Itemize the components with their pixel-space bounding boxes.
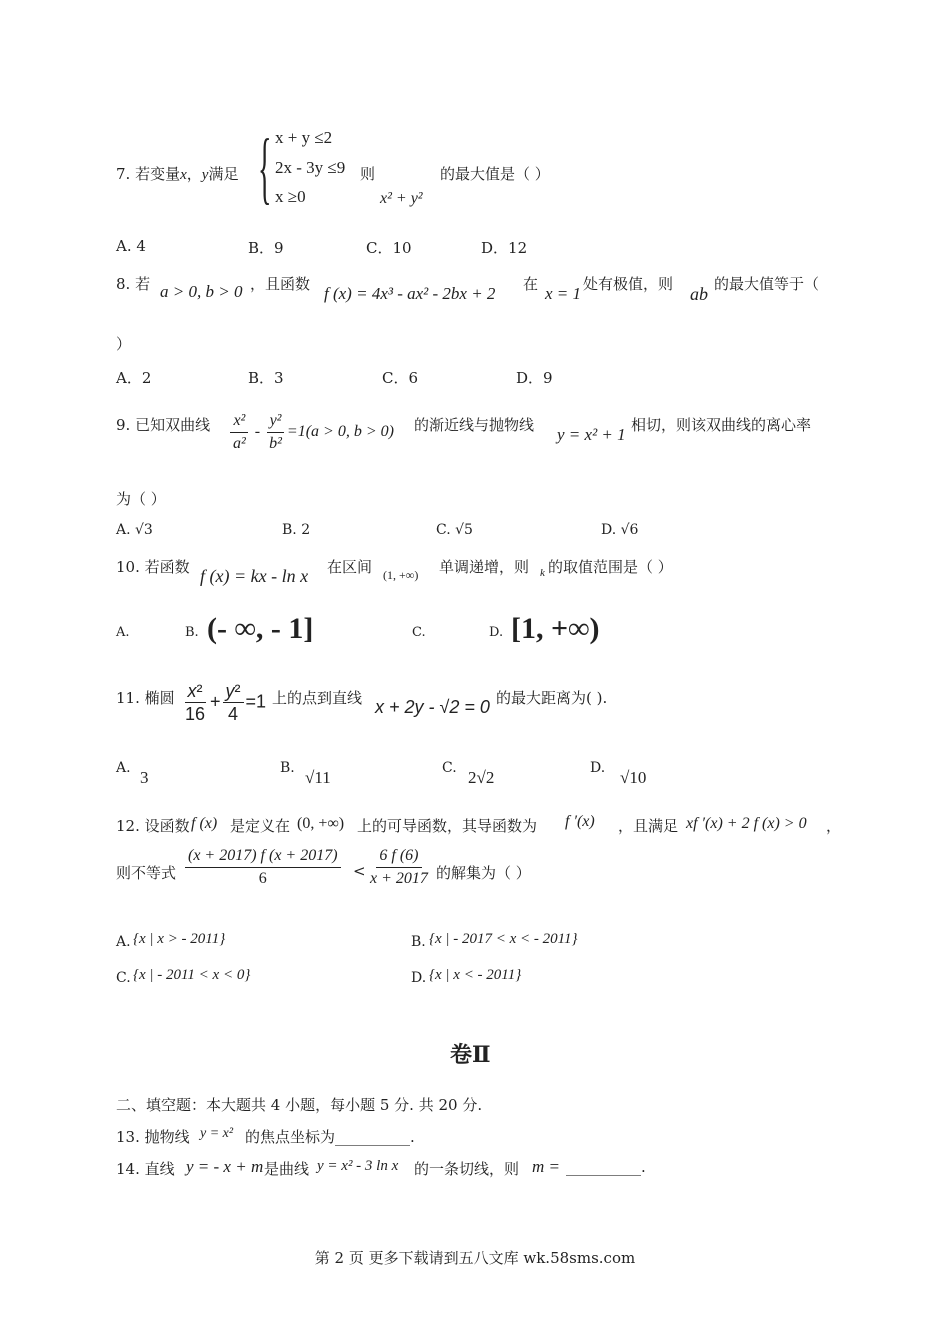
q12-condition-end: ， <box>826 817 842 835</box>
q11-option-b-label: B. <box>280 760 295 776</box>
q12-frac-1-inner <box>185 845 341 890</box>
q13-text-b: 的焦点坐标为__________. <box>245 1128 415 1146</box>
q11-option-d-value: √10 <box>620 768 647 787</box>
q7-constraint-3: x ≥0 <box>275 187 306 206</box>
q14-text-d: __________. <box>566 1158 646 1176</box>
q12-option-d-label: D. <box>411 970 427 986</box>
q9-option-c: C. √5 <box>436 522 473 538</box>
page-footer: 第 2 页 更多下载请到五八文库 wk.58sms.com <box>314 1249 636 1267</box>
q12-less-than: < <box>353 862 366 880</box>
q12-text-c: 上的可导函数，其导函数为 <box>357 817 538 835</box>
q7-option-c: C．10 <box>366 239 412 257</box>
q11-option-d-label: D. <box>590 760 606 776</box>
q11-frac-y: $\frac{\text{y²}}{4}$ <box>223 680 244 725</box>
q9-text-c: 相切，则该双曲线的离心率 <box>631 416 812 434</box>
q10-option-b: (- ∞, - 1] <box>207 612 314 645</box>
q8-condition: a > 0, b > 0 <box>160 282 243 301</box>
q9-eq-tail: =1(a > 0, b > 0) <box>286 423 394 441</box>
q8-option-b: B．3 <box>248 369 284 387</box>
q9-option-a: A. √3 <box>116 522 153 538</box>
q12-text-f: 的解集为（ ） <box>436 864 531 882</box>
q12-fpx: f ′(x) <box>565 813 595 830</box>
q12-option-a-label: A. <box>116 934 131 950</box>
q11-option-a-label: A. <box>116 760 131 776</box>
q14-text-b: 是曲线 <box>264 1160 310 1178</box>
q13-expression: y = x² <box>200 1126 234 1141</box>
q11-line: x + 2y - √2 = 0 <box>375 697 490 717</box>
q11-ellipse: $\frac{\text{x²}}{16}$ + $\frac{\text{y²}}{4}$ =1 <box>180 680 266 725</box>
q14-curve: y = x² - 3 ln x <box>317 1158 399 1174</box>
q9-hyperbola: $\frac{\text{x²}}{\text{a²}}$ - $\frac{\text{y²}}{\text{b²}}$ =1(a > 0, b > 0) <box>228 410 394 455</box>
q8-text-d: 处有极值，则 <box>583 275 674 293</box>
q7-var-x: x <box>180 167 187 183</box>
q7-option-d: D．12 <box>481 239 528 257</box>
q10-option-d: [1, +∞) <box>511 612 600 645</box>
q7-var-y: y <box>201 167 209 183</box>
q9-parabola: y = x² + 1 <box>557 425 626 444</box>
q7-text-b: 满足 <box>208 165 239 183</box>
q10-option-a: A. <box>116 625 130 640</box>
q8-option-d: D．9 <box>516 369 553 387</box>
q12-frac-2-inner <box>367 845 431 890</box>
q12-frac-1-num: (x + 2017) f (x + 2017) <box>185 845 341 868</box>
q12-frac-2-num: 6 f (6) <box>376 845 421 868</box>
q8-text-a: 8. 若 <box>116 275 151 293</box>
q8-at: x = 1 <box>545 284 582 303</box>
q12-domain: (0, +∞) <box>297 815 345 832</box>
q12-frac-2-den: x + 2017 <box>370 870 428 887</box>
q10-k: k <box>540 567 545 579</box>
q7-option-b: B．9 <box>248 239 284 257</box>
q11-frac-x: $\frac{\text{x²}}{16}$ <box>185 681 206 724</box>
q7-text-a: 7. 若变量 <box>116 165 181 183</box>
q12-text-e: 则不等式 <box>116 864 177 882</box>
q9-frac-y: $\frac{\text{y²}}{\text{b²}}$ <box>266 410 285 455</box>
q8-option-c: C．6 <box>382 369 419 387</box>
q8-text-e: 的最大值等于（ <box>714 275 820 293</box>
q10-text-a: 10. 若函数 <box>116 558 190 576</box>
q9-frac-x: $\frac{\text{x²}}{\text{a²}}$ <box>230 410 249 455</box>
q9-option-d: D. √6 <box>601 522 639 538</box>
q7-then: 则 <box>360 165 376 183</box>
q9-text-a: 9. 已知双曲线 <box>116 416 211 434</box>
q10-text-d: 的取值范围是（ ） <box>548 558 673 576</box>
q7-text-c: 的最大值是（ ） <box>440 165 550 183</box>
q12-option-b-label: B. <box>411 934 426 950</box>
q12-option-d-value: {x | x < - 2011} <box>429 967 522 983</box>
section-intro: 二、填空题：本大题共 4 小题，每小题 5 分. 共 20 分. <box>116 1096 483 1114</box>
q13-text-a: 13. 抛物线 <box>116 1128 190 1146</box>
q10-option-c: C. <box>412 625 426 640</box>
q11-text-a: 11. 椭圆 <box>116 689 175 707</box>
q8-close-paren: ） <box>116 335 132 353</box>
q11-option-c-label: C. <box>442 760 457 776</box>
q11-option-a-value: 3 <box>140 768 149 787</box>
q12-text-a: 12. 设函数 <box>116 817 190 835</box>
q9-text-d: 为（ ） <box>116 490 166 508</box>
q7-stem <box>116 163 238 184</box>
q8-text-b: ，且函数 <box>250 275 311 293</box>
q7-left-brace: { <box>258 124 272 212</box>
q12-fx: f (x) <box>191 815 218 832</box>
q7-option-a: A. 4 <box>116 237 146 255</box>
q11-option-b-value: √11 <box>305 768 331 787</box>
section-title: 卷Ⅱ <box>450 1042 491 1068</box>
q12-frac-1-den: 6 <box>258 870 267 887</box>
q14-line: y = - x + m <box>186 1157 264 1176</box>
q10-option-b-label: B. <box>185 625 199 640</box>
q8-function: f (x) = 4x³ - ax² - 2bx + 2 <box>324 284 496 303</box>
q12-condition: xf ′(x) + 2 f (x) > 0 <box>686 815 807 832</box>
q9-option-b: B. 2 <box>282 522 311 538</box>
q10-option-d-label: D. <box>489 625 504 640</box>
q12-option-c-value: {x | - 2011 < x < 0} <box>133 967 251 983</box>
q11-text-c: 的最大距离为( ). <box>496 689 608 707</box>
q10-text-b: 在区间 <box>327 558 373 576</box>
q11-option-c-value: 2√2 <box>468 768 495 787</box>
q9-text-b: 的渐近线与抛物线 <box>414 416 535 434</box>
q12-option-b-value: {x | - 2017 < x < - 2011} <box>429 931 578 947</box>
q7-expression: x² + y² <box>380 190 423 207</box>
q8-ab: ab <box>690 284 708 304</box>
q12-frac-2 <box>365 845 433 890</box>
q14-text-c: 的一条切线，则 <box>414 1160 520 1178</box>
q7-constraint-1: x + y ≤2 <box>275 128 333 147</box>
q12-text-d: ，且满足 <box>618 817 679 835</box>
q12-option-a-value: {x | x > - 2011} <box>133 931 226 947</box>
q12-frac-1 <box>183 845 343 890</box>
q10-interval: (1, +∞) <box>383 568 419 582</box>
q7-comma: ， <box>186 165 202 183</box>
q12-text-b: 是定义在 <box>230 817 291 835</box>
q14-m: m = <box>532 1157 560 1176</box>
q8-option-a: A．2 <box>116 369 152 387</box>
q10-text-c: 单调递增，则 <box>439 558 530 576</box>
q12-option-c-label: C. <box>116 970 131 986</box>
q10-function: f (x) = kx - ln x <box>200 566 309 586</box>
q7-constraint-2: 2x - 3y ≤9 <box>275 158 346 177</box>
q11-text-b: 上的点到直线 <box>272 689 363 707</box>
q8-text-c: 在 <box>523 275 539 293</box>
q14-text-a: 14. 直线 <box>116 1160 175 1178</box>
